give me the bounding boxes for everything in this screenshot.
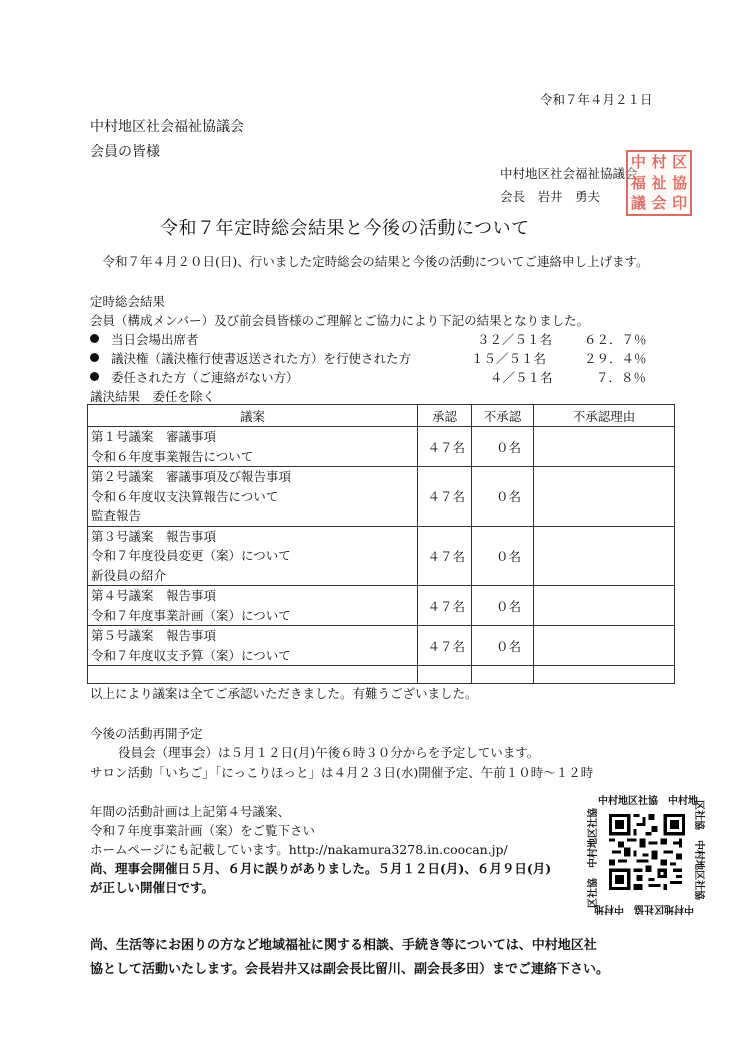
reject-count: ０名: [472, 586, 534, 626]
correction-line: 尚、理事会開催日５月、６月に誤りがありました。５月１２日(月)、６月９日(月): [90, 861, 552, 876]
bullet-count: ３２／５１名: [477, 332, 553, 347]
bullet-item: [90, 330, 199, 348]
agenda-line: 第１号議案 審議事項: [91, 429, 217, 444]
agenda-line: 令和７年度役員変更（案）について: [91, 548, 291, 563]
agenda-line: 第３号議案 報告事項: [91, 528, 217, 544]
bullet-item: [90, 368, 299, 386]
table-row: [88, 427, 675, 467]
bullet-label: 当日会場出席者: [111, 332, 199, 347]
seal-char: 議: [630, 194, 646, 213]
table-header: 不承認: [472, 405, 534, 427]
reject-reason: [534, 427, 675, 467]
document-date: 令和７年４月２１日: [540, 92, 653, 107]
reject-reason: [534, 467, 675, 527]
approve-count: ４７名: [418, 427, 472, 467]
agenda-line: 第５号議案 報告事項: [91, 628, 217, 643]
qr-label-left: 区社協 中村地区社協: [588, 808, 599, 908]
seal-char: 区: [672, 153, 688, 171]
agenda-line: 第２号議案 審議事項及び報告事項: [91, 469, 292, 484]
table-row: [88, 526, 675, 586]
reject-reason: [534, 626, 675, 666]
agenda-line: 令和７年度収支予算（案）について: [91, 647, 291, 663]
bullet-percent: ６２．７％: [584, 332, 647, 347]
approve-count: ４７名: [418, 526, 472, 586]
bullet-item: [90, 349, 411, 367]
qr-code-block: [582, 790, 708, 918]
table-header: 不承認理由: [534, 405, 675, 427]
approve-count: ４７名: [418, 626, 472, 666]
agenda-line: 令和６年度事業報告について: [91, 448, 254, 464]
table-header: 承認: [418, 405, 472, 427]
results-heading: 定時総会結果: [90, 294, 166, 309]
bullet-count: １５／５１名: [471, 351, 547, 366]
seal-char: 祉: [651, 173, 667, 192]
plan-line: ホームページにも記載しています。http://nakamura3278.in.coocan.jp/: [90, 842, 508, 857]
reject-count: ０名: [472, 467, 534, 527]
seal-char: 中: [630, 153, 646, 171]
agenda-line: 新役員の紹介: [91, 567, 167, 583]
seal-char: 印: [672, 194, 688, 213]
agenda-line: 監査報告: [91, 508, 142, 523]
bullet-percent: ２９．４％: [584, 351, 647, 366]
bullet-label: 議決権（議決権行使書返送された方）を行使された方: [111, 351, 412, 366]
table-row: [88, 467, 675, 527]
bullet-percent: ７．８％: [596, 370, 647, 385]
bullet-icon: [90, 372, 99, 381]
reject-reason: [534, 586, 675, 626]
resolution-table: [87, 404, 675, 684]
notice-line: 協として活動いたします。会長岩井又は副会長比留川、副会長多田）までご連絡下さい。: [90, 962, 609, 977]
seal-char: 協: [672, 173, 688, 192]
addressee-members: 会員の皆様: [90, 144, 160, 160]
bullet-label: 委任された方（ご連絡がない方）: [111, 370, 299, 385]
agenda-cell: [88, 586, 418, 626]
addressee-org: 中村地区社会福祉協議会: [90, 119, 244, 135]
schedule-line: 役員会（理事会）は５月１２日(月)午後６時３０分からを予定しています。: [118, 745, 540, 760]
agenda-line: 第４号議案 報告事項: [91, 588, 217, 603]
table-row-empty: [88, 666, 675, 684]
approve-count: ４７名: [418, 467, 472, 527]
agenda-cell: [88, 467, 418, 527]
official-seal-stamp: [626, 150, 692, 216]
table-header: 議案: [88, 405, 418, 427]
bullet-count: ４／５１名: [490, 370, 553, 385]
approve-count: ４７名: [418, 586, 472, 626]
reject-count: ０名: [472, 526, 534, 586]
table-row: [88, 586, 675, 626]
sender-org: 中村地区社会福祉協議会: [500, 166, 638, 181]
plan-line: 年間の活動計画は上記第４号議案、: [90, 804, 291, 819]
seal-char: 村: [651, 153, 667, 171]
reject-count: ０名: [472, 626, 534, 666]
vote-heading: 議決結果 委任を除く: [90, 389, 216, 404]
bullet-icon: [90, 334, 99, 343]
document-title: 令和７年定時総会結果と今後の活動について: [160, 218, 530, 239]
conclusion-text: 以上により議案は全てご承認いただきました。有難うございました。: [90, 686, 478, 701]
agenda-cell: [88, 427, 418, 467]
correction-line: が正しい開催日です。: [90, 880, 215, 895]
intro-paragraph: 令和７年４月２０日(日)、行いました定時総会の結果と今後の活動についてご連絡申し上げます。: [102, 254, 649, 269]
table-header-row: [88, 405, 675, 427]
agenda-line: 令和７年度事業計画（案）について: [91, 607, 291, 623]
bullet-icon: [90, 353, 99, 362]
qr-code-icon[interactable]: [609, 814, 685, 890]
seal-char: 福: [630, 173, 646, 192]
qr-label-top: 中村地区社協 中村地: [598, 796, 698, 807]
qr-label-right: 区社協 中村地区社協: [693, 800, 704, 900]
notice-line: 尚、生活等にお困りの方など地域福祉に関する相談、手続き等については、中村地区社: [90, 938, 597, 953]
agenda-line: 令和６年度収支決算報告について: [91, 488, 279, 504]
sender-president: 会長 岩井 勇夫: [500, 189, 601, 204]
seal-char: 会: [651, 194, 667, 213]
plan-line: 令和７年度事業計画（案）をご覧下さい: [90, 823, 316, 838]
qr-label-bottom: 中村地区社協 中村地: [594, 903, 694, 914]
agenda-cell: [88, 526, 418, 586]
table-row: [88, 626, 675, 666]
schedule-heading: 今後の活動再開予定: [90, 726, 203, 741]
reject-reason: [534, 526, 675, 586]
reject-count: ０名: [472, 427, 534, 467]
results-intro: 会員（構成メンバー）及び前会員皆様のご理解とご協力により下記の結果となりました。: [90, 313, 590, 328]
schedule-line: サロン活動「いちご」「にっこりほっと」は４月２３日(水)開催予定、午前１０時～１２時: [90, 765, 594, 780]
agenda-cell: [88, 626, 418, 666]
